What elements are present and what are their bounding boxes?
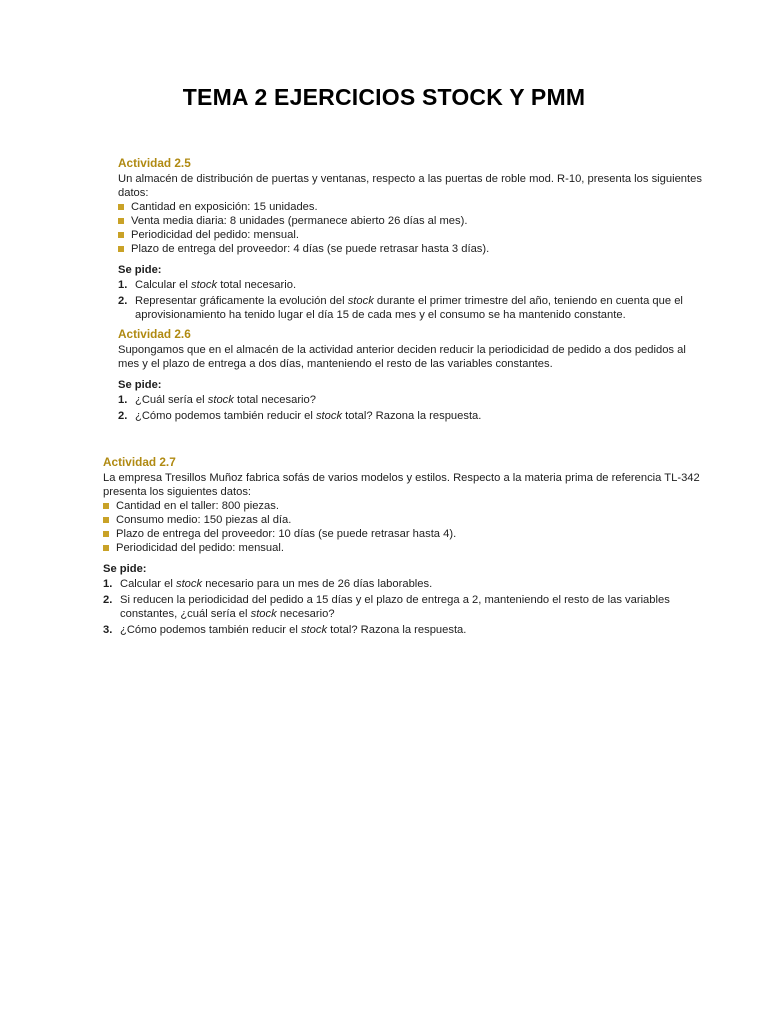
activity-heading: Actividad 2.6: [118, 327, 191, 341]
list-item: Periodicidad del pedido: mensual.: [118, 228, 708, 242]
question-item: 2. Representar gráficamente la evolución del stock durante el primer trimestre del año, teniendo en cuenta que el aprovisionamiento ha tenido lugar el día 15 de cada mes y el consumo se ha mantenido constante.: [118, 295, 683, 321]
question-item: 1. Calcular el stock necesario para un mes de 26 días laborables.: [103, 578, 433, 590]
activity-intro: Supongamos que en el almacén de la actividad anterior deciden reducir la periodicidad de pedido a dos pedidos al mes y el plazo de entrega a dos días, manteniendo el resto de las variables constantes.: [118, 344, 686, 370]
bullet-square-icon: [118, 246, 124, 252]
activity-heading: Actividad 2.7: [103, 455, 176, 469]
activity-intro: La empresa Tresillos Muñoz fabrica sofás de varios modelos y estilos. Respecto a la materia prima de referencia TL-342 presenta los siguientes datos:: [103, 472, 700, 498]
se-pide-label: Se pide:: [118, 379, 162, 391]
list-item: Cantidad en exposición: 15 unidades.: [118, 200, 708, 214]
activity-2-7: [103, 455, 703, 637]
question-item: 1. ¿Cuál sería el stock total necesario?: [118, 394, 316, 406]
se-pide-label: Se pide:: [103, 563, 147, 575]
question-item: 2. Si reducen la periodicidad del pedido a 15 días y el plazo de entrega a 2, manteniendo el resto de las variables constantes, ¿cuál sería el stock necesario?: [103, 594, 670, 620]
data-list: [103, 499, 703, 555]
activity-heading: Actividad 2.5: [118, 156, 191, 170]
bullet-square-icon: [118, 218, 124, 224]
activity-2-6: [118, 327, 708, 423]
question-item: 3. ¿Cómo podemos también reducir el stock total? Razona la respuesta.: [103, 624, 467, 636]
list-item: Plazo de entrega del proveedor: 4 días (se puede retrasar hasta 3 días).: [118, 242, 708, 256]
activity-2-5: [118, 156, 708, 322]
list-item: Consumo medio: 150 piezas al día.: [103, 513, 703, 527]
se-pide-label: Se pide:: [118, 264, 162, 276]
list-item: Venta media diaria: 8 unidades (permanece abierto 26 días al mes).: [118, 214, 708, 228]
question-item: 1. Calcular el stock total necesario.: [118, 279, 297, 291]
bullet-square-icon: [103, 503, 109, 509]
data-list: [118, 200, 708, 256]
activity-intro: Un almacén de distribución de puertas y ventanas, respecto a las puertas de roble mod. R-10, presenta los siguientes datos:: [118, 173, 702, 199]
bullet-square-icon: [118, 232, 124, 238]
question-item: 2. ¿Cómo podemos también reducir el stock total? Razona la respuesta.: [118, 410, 482, 422]
bullet-square-icon: [103, 531, 109, 537]
bullet-square-icon: [118, 204, 124, 210]
list-item: Cantidad en el taller: 800 piezas.: [103, 499, 703, 513]
bullet-square-icon: [103, 517, 109, 523]
list-item: Plazo de entrega del proveedor: 10 días (se puede retrasar hasta 4).: [103, 527, 703, 541]
page-title: TEMA 2 EJERCICIOS STOCK Y PMM: [182, 84, 586, 110]
list-item: Periodicidad del pedido: mensual.: [103, 541, 703, 555]
bullet-square-icon: [103, 545, 109, 551]
